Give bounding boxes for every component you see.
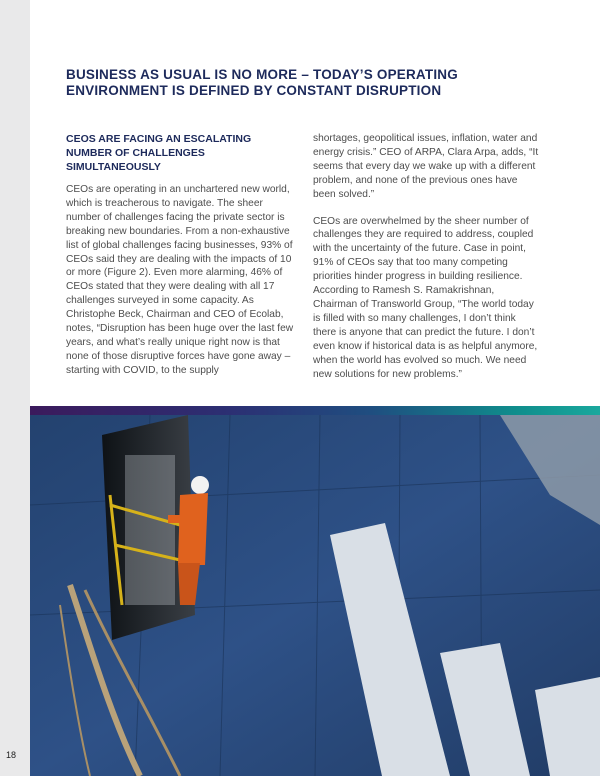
right-column-paragraph-1: shortages, geopolitical issues, inflation, water and energy crisis.” CEO of ARPA, Clara Arpa, adds, “It seems that every day we wake up with a different problem, and none of the previous ones have been solved.” <box>313 133 539 200</box>
right-column <box>313 132 541 381</box>
left-column-paragraph: CEOs are operating in an unchartered new world, which is treacherous to navigate. The sheer number of challenges facing the private sector is breaking new boundaries. From a non-exhaustive list of global challenges facing businesses, 93% of CEOs said they are dealing with the impacts of 10 or more (Figure 2). Even more alarming, 46% of CEOs stated that they were dealing with all 17 challenges surveyed in some capacity. As Christophe Beck, Chairman and CEO of Ecolab, notes, “Disruption has been huge over the last few years, and what’s really unique right now is that none of those disruptive forces have gone away – starting with COVID, to the supply <box>66 184 294 376</box>
left-column <box>66 132 294 378</box>
left-margin-strip <box>0 0 30 776</box>
page-number: 18 <box>6 750 17 760</box>
page-title: BUSINESS AS USUAL IS NO MORE – TODAY’S OPERATING ENVIRONMENT IS DEFINED BY CONSTANT DISRUPTION <box>66 67 458 98</box>
ship-hull-photo <box>30 415 600 776</box>
right-column-paragraph-2: CEOs are overwhelmed by the sheer number of challenges they are required to address, coupled with the uncertainty of the future. Case in point, 91% of CEOs say that too many competing priorities hinder progress in building resilience. According to Ramesh S. Ramakrishnan, Chairman of Transworld Group, “The world today is filled with so many challenges, I don’t think there is anyone that can predict the future. I don’t even know if historical data is as helpful anymore, when the world has evolved so much. We need new solutions for new problems.” <box>313 215 538 380</box>
gradient-divider <box>30 406 600 415</box>
section-subheading: CEOS ARE FACING AN ESCALATING NUMBER OF CHALLENGES SIMULTANEOUSLY <box>66 133 252 173</box>
worker-helmet <box>191 476 209 494</box>
worker <box>178 493 208 565</box>
